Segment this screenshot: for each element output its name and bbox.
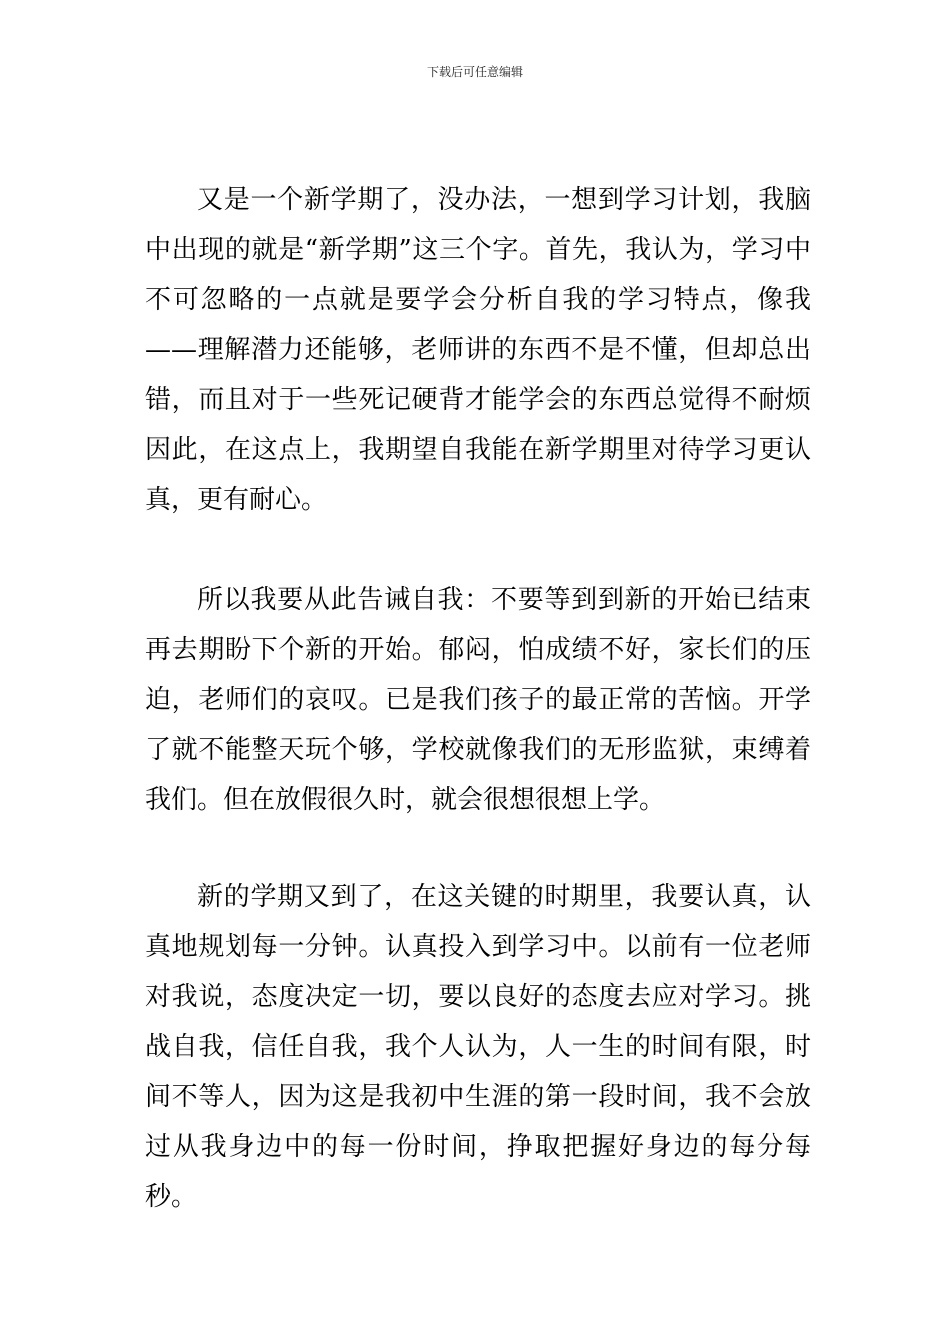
paragraph-2: 所以我要从此告诫自我：不要等到到新的开始已结束再去期盼下个新的开始。郁闷，怕成绩不好，家长们的压迫，老师们的哀叹。已是我们孩子的最正常的苦恼。开学了就不能整天玩个够，学校就像我们的无形监狱，束缚着我们。但在放假很久时，就会很想很想上学。 bbox=[145, 585, 811, 815]
page-header: 下载后可任意编辑 bbox=[426, 65, 523, 79]
paragraph-3: 新的学期又到了，在这关键的时期里，我要认真，认真地规划每一分钟。认真投入到学习中。以前有一位老师对我说，态度决定一切，要以良好的态度去应对学习。挑战自我，信任自我，我个人认为，人一生的时间有限，时间不等人，因为这是我初中生涯的第一段时间，我不会放过从我身边中的每一份时间，挣取把握好身边的每分每秒。 bbox=[145, 882, 811, 1212]
paragraph-1: 又是一个新学期了，没办法，一想到学习计划，我脑中出现的就是“新学期”这三个字。首先，我认为，学习中不可忽略的一点就是要学会分析自我的学习特点，像我——理解潜力还能够，老师讲的东西不是不懂，但却总出错，而且对于一些死记硬背才能学会的东西总觉得不耐烦因此，在这点上，我期望自我能在新学期里对待学习更认真，更有耐心。 bbox=[145, 185, 811, 515]
